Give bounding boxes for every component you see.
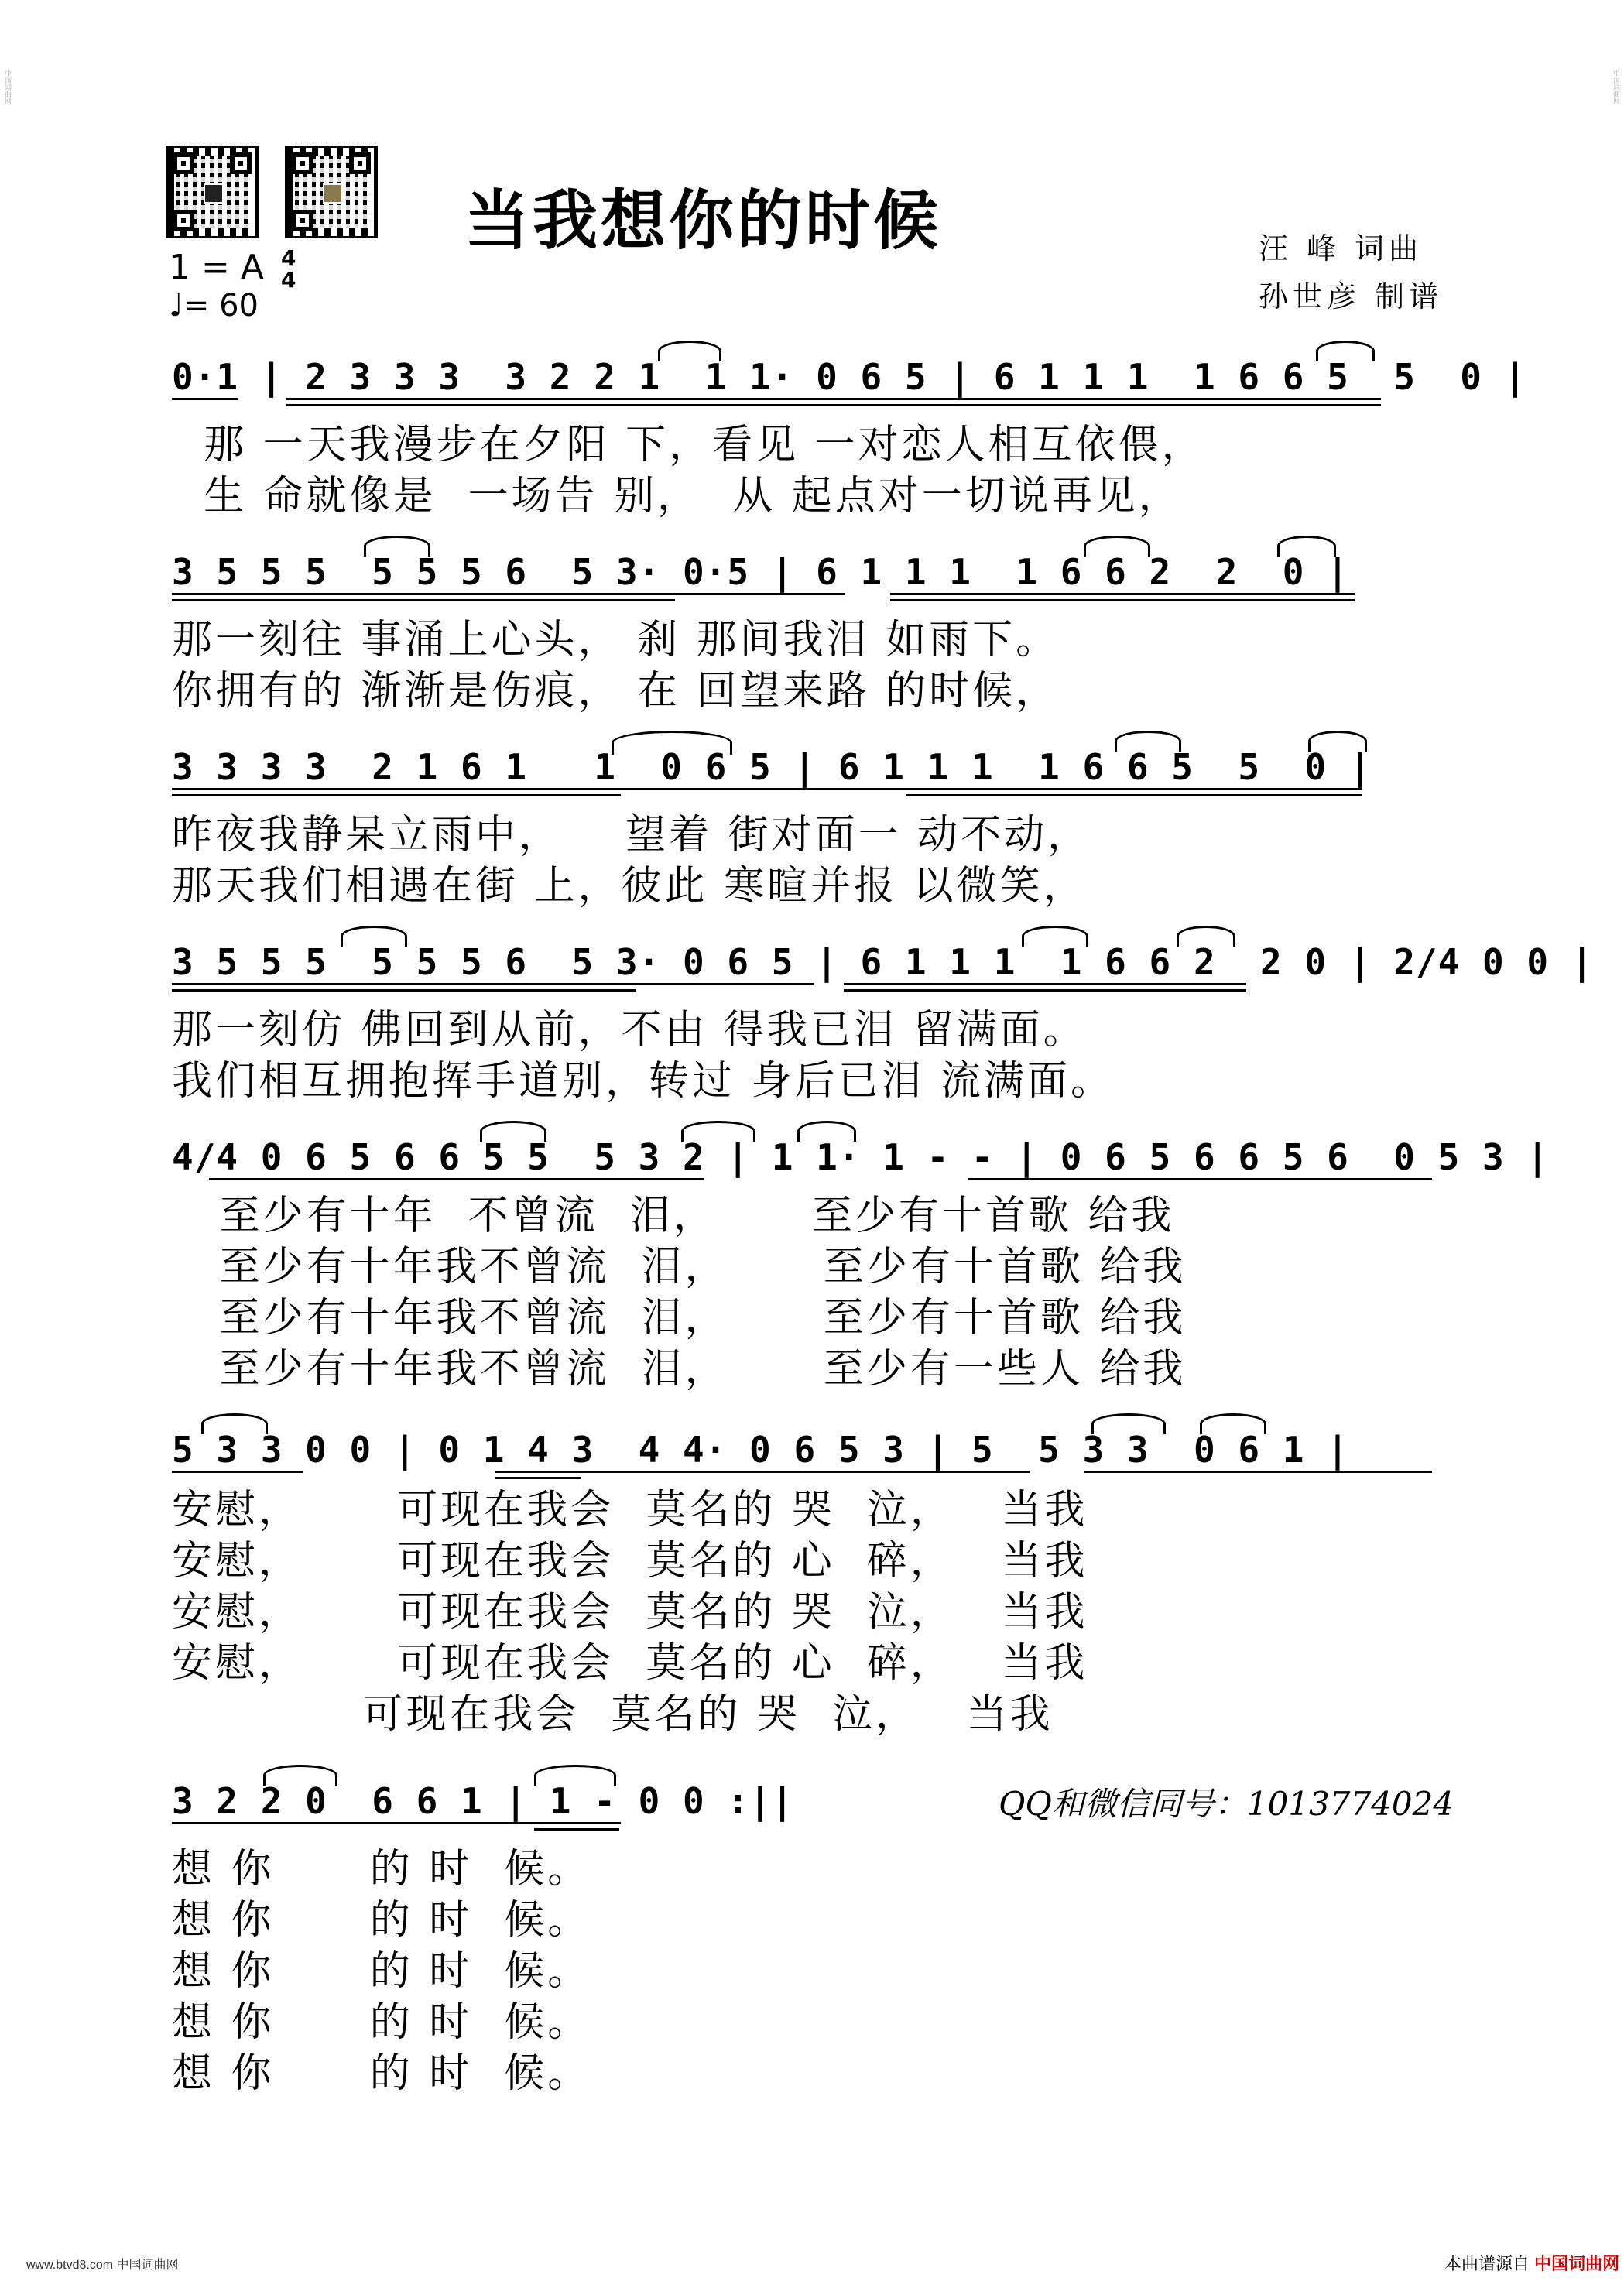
beam-line (1084, 1471, 1432, 1473)
notes-line-1: 0·1 | 2 3 3 3 3 2 2 1 1 1· 0 6 5 | 6 1 1 1 1 6 6 5 5 0 | (172, 356, 1527, 398)
notes-line-4: 3 5 5 5 5 5 5 6 5 3· 0 6 5 | 6 1 1 1 1 6 6 2 2 0 | 2/4 0 0 | (172, 941, 1594, 983)
side-watermark-left: 中国词曲网 (3, 70, 11, 104)
notes-line-2: 3 5 5 5 5 5 5 6 5 3· 0·5 | 6 1 1 1 1 6 6 2 2 0 | (172, 551, 1349, 593)
lyric-line: 那一刻仿 佛回到从前，不由 得我已泪 留满面。 (172, 1007, 1087, 1053)
slur-mark (1277, 536, 1336, 557)
notes-line-6: 5 3 3 0 0 | 0 1 4 3 4 4· 0 6 5 3 | 5 5 3 3 0 6 1 | (172, 1429, 1349, 1471)
beam-line (890, 599, 1355, 601)
lyric-line: 昨夜我静呆立雨中， 望着 街对面一 动不动， (172, 812, 1091, 858)
beam-line (940, 404, 1381, 406)
qr-logo-icon (204, 183, 224, 204)
slur-mark (1177, 926, 1235, 947)
page-title: 当我想你的时候 (464, 182, 942, 259)
notes-line-5: 4/4 0 6 5 6 6 5 5 5 3 2 | 1 1· 1 - - | 0 6 5 6 6 5 6 0 5 3 | (172, 1136, 1550, 1178)
beam-line (940, 398, 1381, 400)
slur-mark (797, 1121, 856, 1142)
slur-mark (681, 1121, 755, 1142)
lyric-line: 至少有十年我不曾流 泪， 至少有十首歌 给我 (172, 1244, 1187, 1290)
slur-mark (364, 536, 430, 557)
slur-mark (534, 1765, 616, 1786)
slur-mark (480, 1121, 546, 1142)
slur-mark (1022, 926, 1088, 947)
qr-code-left[interactable] (166, 146, 259, 238)
arranger-credit: 孙世彦 制谱 (1259, 279, 1444, 313)
slur-mark (1115, 731, 1181, 752)
lyricist-composer-credit: 汪 峰 词曲 (1259, 231, 1424, 265)
footer-site: www.btvd8.com 中国词曲网 (26, 2259, 179, 2272)
beam-line (172, 599, 675, 601)
beam-line (172, 989, 636, 992)
lyric-line: 可现在我会 莫名的 哭 泣， 当我 (172, 1691, 1054, 1738)
tempo-marking: ♩= 60 (169, 288, 259, 324)
lyric-line: 安慰， 可现在我会 莫名的 心 碎， 当我 (172, 1538, 1088, 1584)
slur-mark (1084, 536, 1150, 557)
beam-line (172, 398, 238, 400)
beam-line (172, 1822, 621, 1824)
footer-source-site[interactable]: 中国词曲网 (1534, 2254, 1620, 2273)
beam-line (890, 593, 1355, 595)
footer-source-prefix: 本曲谱源自 (1444, 2254, 1530, 2273)
lyric-line: 想 你 的 时 候。 (172, 1846, 591, 1892)
time-signature-top: 4 (280, 245, 296, 271)
lyric-line: 生 命就像是 一场告 别， 从 起点对一切说再见， (172, 473, 1182, 519)
notes-line-7: 3 2 2 0 6 6 1 | 1 - 0 0 :|| (172, 1780, 794, 1822)
slur-mark (201, 1413, 268, 1434)
beam-line (968, 1178, 1432, 1180)
slur-mark (1200, 1413, 1266, 1434)
slur-mark (1308, 731, 1367, 752)
notes-line-3: 3 3 3 3 2 1 6 1 1 0 6 5 | 6 1 1 1 1 6 6 5 5 0 | (172, 746, 1372, 788)
slur-mark (341, 926, 407, 947)
beam-line (172, 593, 845, 595)
slur-mark (658, 341, 721, 361)
beam-line (906, 794, 1362, 796)
qr-code-right[interactable] (285, 146, 378, 238)
lyric-line: 想 你 的 时 候。 (172, 1897, 591, 1944)
beam-line (844, 989, 1246, 992)
beam-line (172, 794, 621, 796)
qr-logo-icon (323, 183, 343, 204)
beam-line (172, 1471, 303, 1473)
time-signature-bottom: 4 (280, 267, 296, 293)
slur-mark (1316, 341, 1375, 361)
beam-line (844, 983, 1246, 985)
beam-line (209, 1178, 704, 1180)
time-signature (280, 245, 296, 293)
lyric-line: 安慰， 可现在我会 莫名的 心 碎， 当我 (172, 1640, 1088, 1687)
lyric-line: 那 一天我漫步在夕阳 下，看见 一对恋人相互依偎， (172, 422, 1205, 468)
lyric-line: 你拥有的 渐渐是伤痕， 在 回望来路 的时候， (172, 668, 1060, 714)
lyric-line: 想 你 的 时 候。 (172, 1948, 591, 1995)
slur-mark (1091, 1413, 1166, 1434)
lyric-line: 我们相互拥抱挥手道别，转过 身后已泪 流满面。 (172, 1058, 1115, 1105)
lyric-line: 那天我们相遇在街 上，彼此 寒暄并报 以微笑， (172, 863, 1087, 909)
slur-mark (263, 1765, 337, 1786)
lyric-line: 至少有十年 不曾流 泪， 至少有十首歌 给我 (172, 1193, 1175, 1239)
beam-line (172, 983, 814, 985)
lyric-line: 至少有十年我不曾流 泪， 至少有一些人 给我 (172, 1346, 1187, 1392)
beam-line (286, 404, 952, 406)
lyric-line: 想 你 的 时 候。 (172, 2050, 591, 2097)
footer-source (1444, 2251, 1619, 2275)
beam-line (534, 1828, 619, 1831)
beam-line (906, 788, 1362, 790)
lyric-line: 安慰， 可现在我会 莫名的 哭 泣， 当我 (172, 1589, 1088, 1635)
lyric-line: 想 你 的 时 候。 (172, 1999, 591, 2046)
slur-mark (612, 731, 732, 755)
lyric-line: 至少有十年我不曾流 泪， 至少有十首歌 给我 (172, 1295, 1187, 1341)
lyric-line: 那一刻往 事涌上心头， 刹 那间我泪 如雨下。 (172, 617, 1060, 663)
key-signature (169, 245, 296, 293)
lyric-line: 安慰， 可现在我会 莫名的 哭 泣， 当我 (172, 1487, 1088, 1533)
beam-line (495, 1471, 1030, 1473)
beam-line (172, 788, 961, 790)
beam-line (495, 1477, 581, 1479)
beam-line (286, 398, 952, 400)
side-watermark-right: 中国词曲网 (1612, 70, 1619, 104)
key-label: 1 = A (169, 248, 264, 287)
contact-info: QQ和微信同号：1013774024 (999, 1785, 1454, 1823)
